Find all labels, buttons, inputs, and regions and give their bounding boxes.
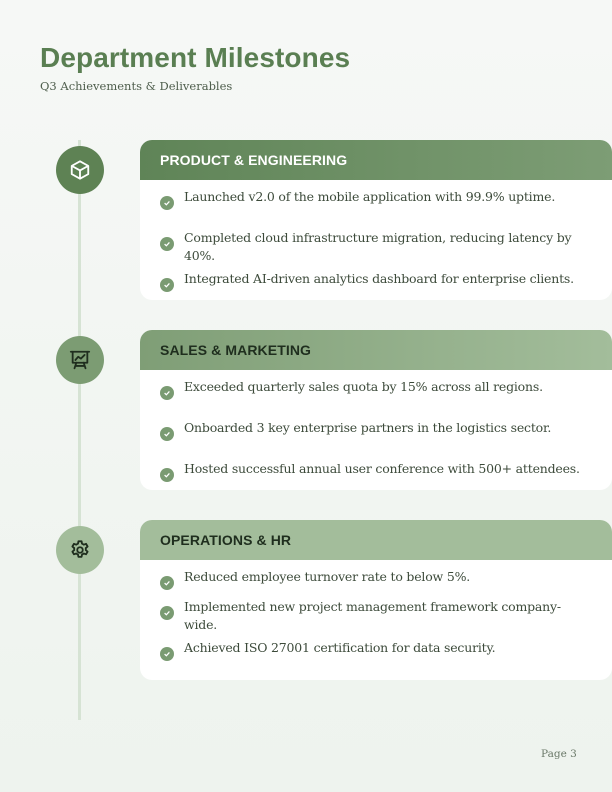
list-item <box>160 419 592 460</box>
list-item <box>160 378 592 419</box>
cube-icon <box>56 146 104 194</box>
section-title: PRODUCT & ENGINEERING <box>140 140 612 180</box>
item-text: Reduced employee turnover rate to below 5%. <box>184 569 471 584</box>
check-icon <box>160 196 174 210</box>
check-icon <box>160 606 174 620</box>
check-icon <box>160 278 174 292</box>
presentation-chart-icon <box>56 336 104 384</box>
check-icon <box>160 468 174 482</box>
item-text: Completed cloud infrastructure migration, reducing latency by 40%. <box>184 230 572 263</box>
item-text: Onboarded 3 key enterprise partners in the logistics sector. <box>184 420 552 435</box>
check-icon <box>160 386 174 400</box>
gear-icon <box>56 526 104 574</box>
section-title: OPERATIONS & HR <box>140 520 612 560</box>
page-number: Page 3 <box>541 748 577 760</box>
list-item <box>160 598 592 639</box>
section-card-operations-hr <box>140 520 612 680</box>
list-item <box>160 270 592 300</box>
item-text: Achieved ISO 27001 certification for data security. <box>184 640 496 655</box>
check-icon <box>160 576 174 590</box>
item-text: Exceeded quarterly sales quota by 15% across all regions. <box>184 379 543 394</box>
list-item <box>160 639 592 669</box>
timeline-line <box>78 140 81 720</box>
page-subtitle: Q3 Achievements & Deliverables <box>40 79 233 93</box>
check-icon <box>160 237 174 251</box>
item-text: Implemented new project management framework company-wide. <box>184 599 561 632</box>
item-text: Hosted successful annual user conference with 500+ attendees. <box>184 461 580 476</box>
check-icon <box>160 647 174 661</box>
item-text: Integrated AI-driven analytics dashboard for enterprise clients. <box>184 271 574 286</box>
section-card-sales-marketing <box>140 330 612 490</box>
list-item <box>160 229 592 270</box>
list-item <box>160 568 592 598</box>
item-text: Launched v2.0 of the mobile application with 99.9% uptime. <box>184 189 556 204</box>
check-icon <box>160 427 174 441</box>
list-item <box>160 188 592 229</box>
list-item <box>160 460 592 490</box>
page-title: Department Milestones <box>40 42 351 73</box>
section-card-product-engineering <box>140 140 612 300</box>
section-title: SALES & MARKETING <box>140 330 612 370</box>
